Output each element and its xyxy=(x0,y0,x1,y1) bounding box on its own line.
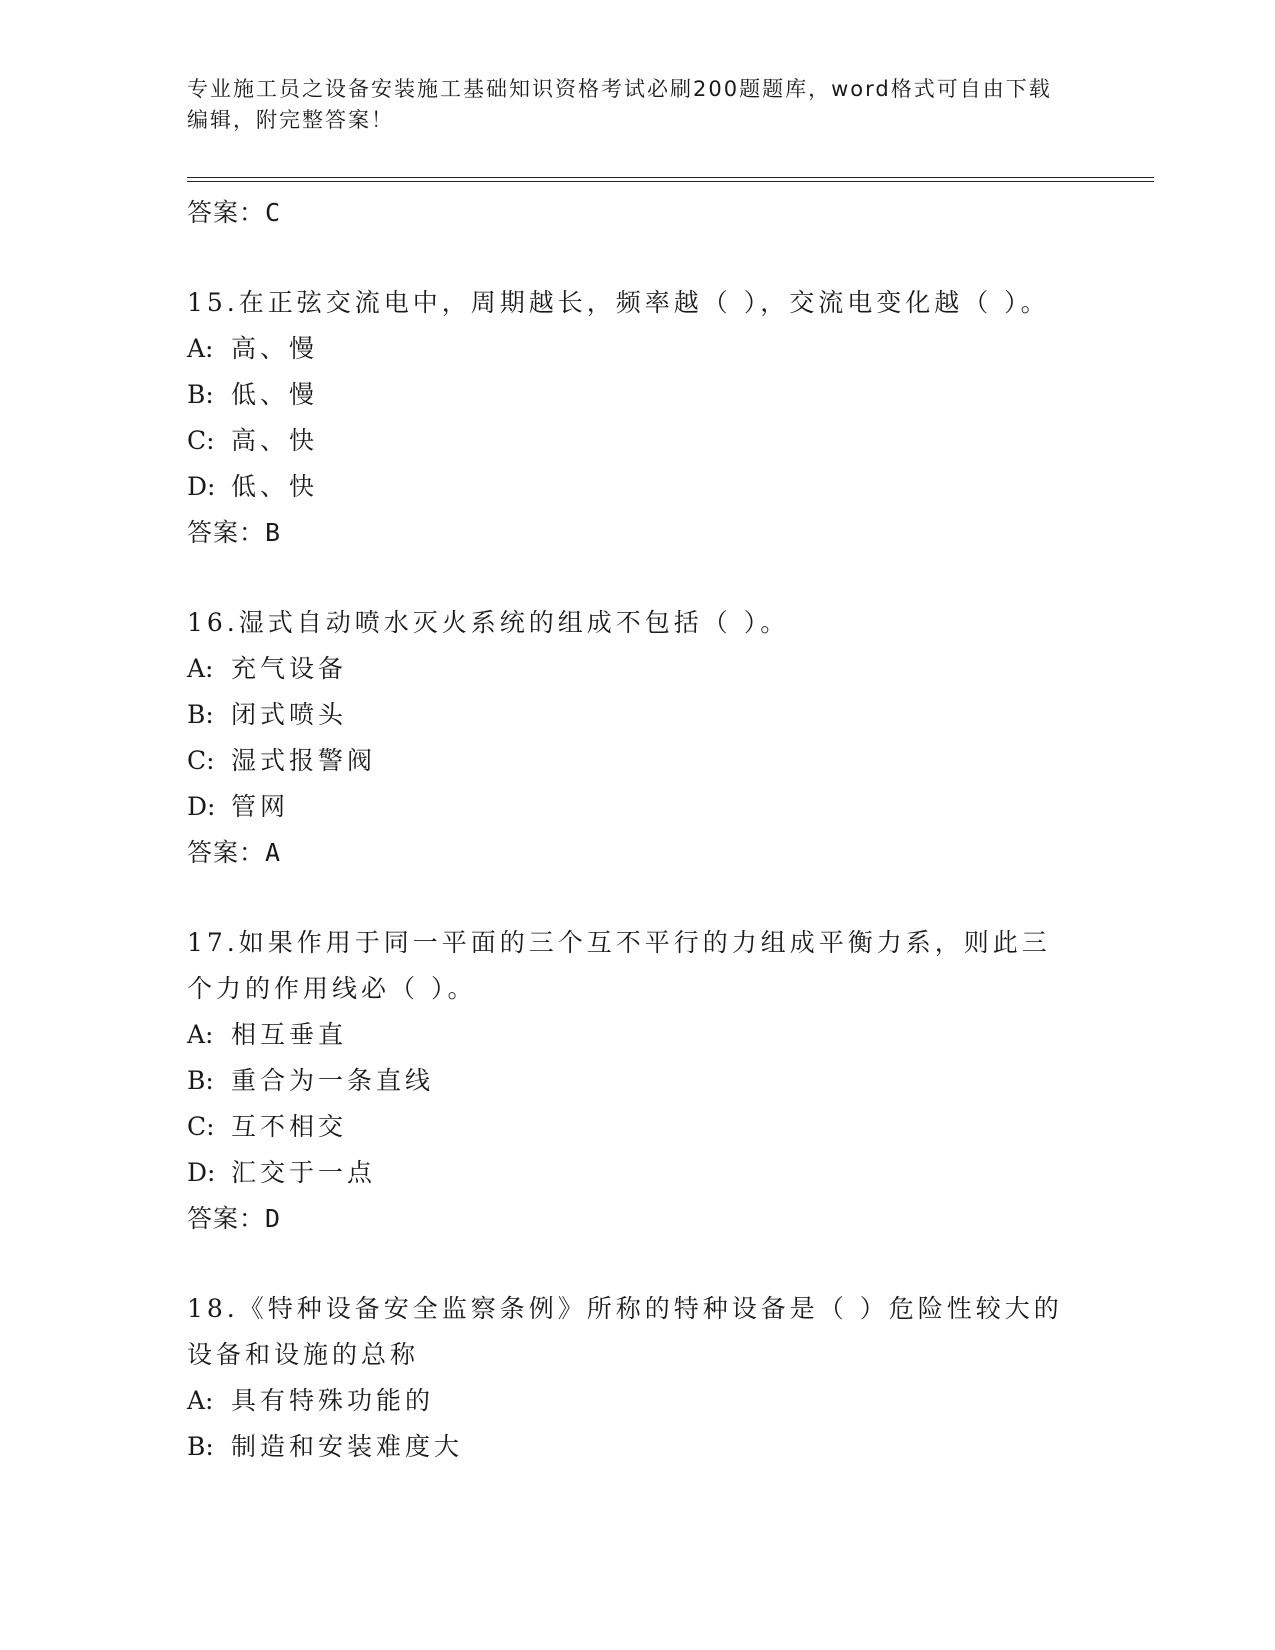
option-text: 充气设备 xyxy=(231,654,348,683)
answer-line xyxy=(187,510,1087,555)
option-letter: A: xyxy=(187,334,214,363)
option-text: 制造和安装难度大 xyxy=(231,1432,464,1461)
answer-value: D xyxy=(265,1204,282,1233)
option-text: 汇交于一点 xyxy=(231,1158,377,1187)
question-text: 16.湿式自动喷水灭火系统的组成不包括（ ）。 xyxy=(187,608,790,637)
option-text: 高、快 xyxy=(231,426,319,455)
question-block xyxy=(187,600,1087,875)
option-a xyxy=(187,326,1087,372)
option-text: 闭式喷头 xyxy=(231,700,348,729)
header-divider-bottom xyxy=(187,181,1154,182)
header-divider-top xyxy=(187,177,1154,178)
option-text: 低、慢 xyxy=(231,380,319,409)
option-a xyxy=(187,1012,1087,1058)
option-letter: D: xyxy=(187,472,216,501)
answer-line xyxy=(187,1196,1087,1241)
answer-label: 答案： xyxy=(187,518,266,547)
option-letter: C: xyxy=(187,746,215,775)
option-c xyxy=(187,738,1087,784)
option-letter: B: xyxy=(187,1066,214,1095)
option-text: 湿式报警阀 xyxy=(231,746,377,775)
option-text: 高、慢 xyxy=(231,334,319,363)
option-letter: A: xyxy=(187,1020,214,1049)
option-text: 相互垂直 xyxy=(231,1020,348,1049)
answer-line xyxy=(187,830,1087,875)
question-block xyxy=(187,280,1087,555)
answer-label: 答案： xyxy=(187,838,266,867)
option-text: 互不相交 xyxy=(231,1112,348,1141)
option-letter: B: xyxy=(187,380,214,409)
option-b xyxy=(187,692,1087,738)
option-letter: D: xyxy=(187,792,216,821)
answer-line xyxy=(187,190,1087,235)
option-d xyxy=(187,464,1087,510)
question-block xyxy=(187,920,1087,1241)
answer-value: C xyxy=(265,198,282,227)
option-b xyxy=(187,1058,1087,1104)
option-d xyxy=(187,784,1087,830)
option-letter: C: xyxy=(187,426,215,455)
question-text: 18.《特种设备安全监察条例》所称的特种设备是（ ）危险性较大的设备和设施的总称 xyxy=(187,1294,1063,1369)
option-letter: B: xyxy=(187,700,214,729)
answer-label: 答案： xyxy=(187,1204,266,1233)
option-a xyxy=(187,1378,1087,1424)
option-text: 管网 xyxy=(231,792,290,821)
option-b xyxy=(187,372,1087,418)
answer-label: 答案： xyxy=(187,198,266,227)
answer-value: B xyxy=(265,518,282,547)
option-letter: A: xyxy=(187,654,214,683)
document-title: 专业施工员之设备安装施工基础知识资格考试必刷200题题库，word格式可自由下载编辑，附完整答案！ xyxy=(187,77,1052,132)
option-c xyxy=(187,418,1087,464)
question-text: 17.如果作用于同一平面的三个互不平行的力组成平衡力系，则此三个力的作用线必（ ）。 xyxy=(187,928,1051,1003)
option-letter: C: xyxy=(187,1112,215,1141)
option-d xyxy=(187,1150,1087,1196)
option-text: 低、快 xyxy=(231,472,319,501)
option-a xyxy=(187,646,1087,692)
question-block xyxy=(187,1286,1087,1470)
option-letter: B: xyxy=(187,1432,214,1461)
document-header xyxy=(187,74,1067,136)
question-text: 15.在正弦交流电中，周期越长，频率越（ ），交流电变化越（ ）。 xyxy=(187,288,1050,317)
option-b xyxy=(187,1424,1087,1470)
option-text: 具有特殊功能的 xyxy=(231,1386,435,1415)
answer-value: A xyxy=(265,838,282,867)
option-letter: D: xyxy=(187,1158,216,1187)
option-text: 重合为一条直线 xyxy=(231,1066,435,1095)
option-letter: A: xyxy=(187,1386,214,1415)
option-c xyxy=(187,1104,1087,1150)
question-list xyxy=(187,190,1087,1470)
